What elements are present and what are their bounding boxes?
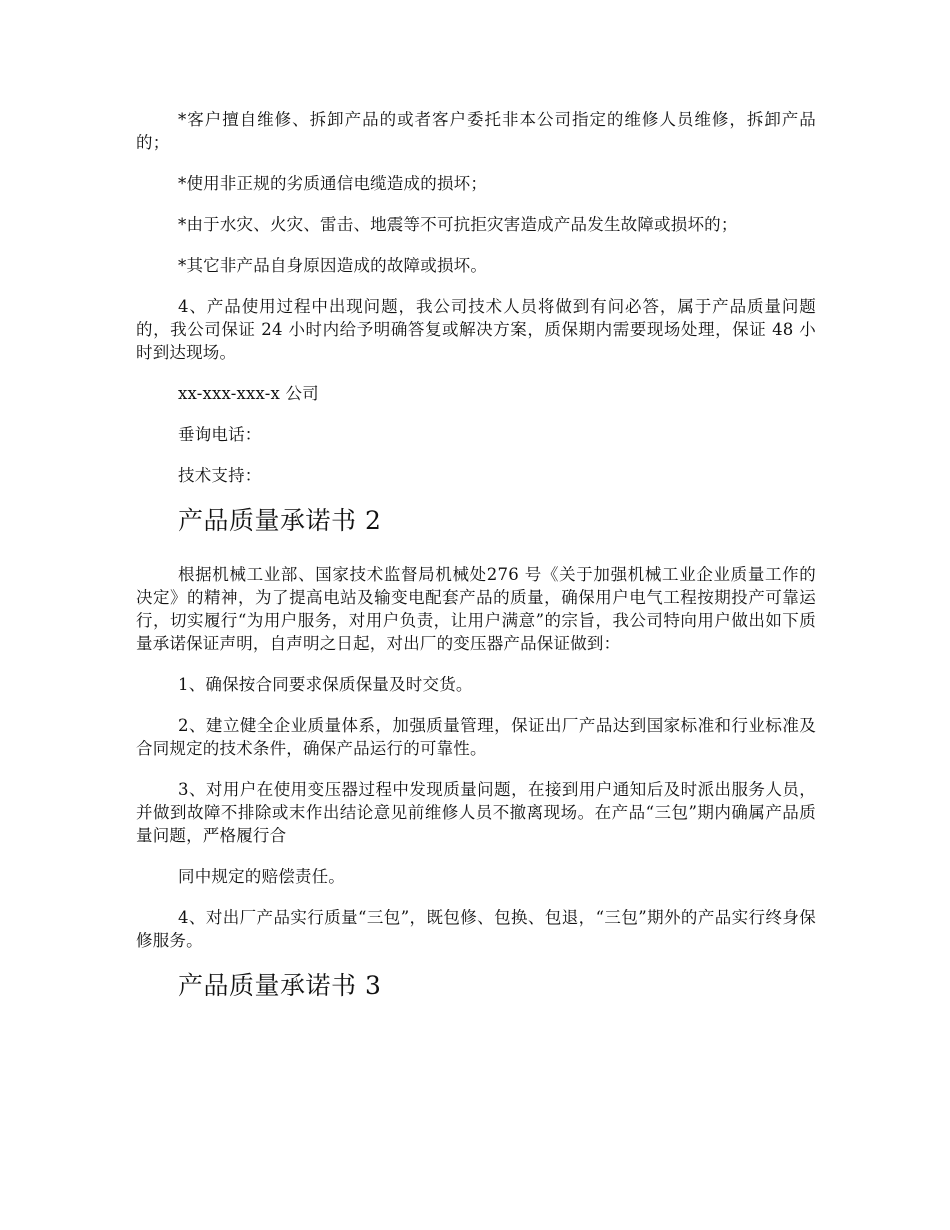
section-2-clause-1: 1、确保按合同要求保质保量及时交货。 [178, 675, 473, 694]
document-body [136, 108, 816, 1028]
section-2-title: 产品质量承诺书 2 [178, 506, 382, 535]
section-2-clause-3-continued: 同中规定的赔偿责任。 [178, 867, 345, 886]
exclusion-item-force-majeure: *由于水灾、火灾、雷击、地震等不可抗拒灾害造成产品发生故障或损坏的； [178, 215, 738, 234]
clause-4-service-response: 4、产品使用过程中出现问题，我公司技术人员将做到有问必答，属于产品质量问题的，我公司保证 24 小时内给予明确答复或解决方案，质保期内需要现场处理，保证 48 小时到达现场。 [136, 297, 816, 362]
section-3-title: 产品质量承诺书 3 [178, 971, 382, 1000]
section-2-clause-3: 3、对用户在使用变压器过程中发现质量问题，在接到用户通知后及时派出服务人员，并做到故障不排除或末作出结论意见前维修人员不撤离现场。在产品“三包”期内确属产品质量问题，严格履行合 [136, 780, 816, 845]
exclusion-item-unauthorized-repair: *客户擅自维修、拆卸产品的或者客户委托非本公司指定的维修人员维修，拆卸产品的； [136, 110, 816, 152]
company-name: xx-xxx-xxx-x 公司 [178, 384, 319, 403]
inquiry-phone-label: 垂询电话： [178, 425, 262, 444]
exclusion-item-inferior-cable: *使用非正规的劣质通信电缆造成的损坏； [178, 174, 488, 193]
exclusion-item-other-causes: *其它非产品自身原因造成的故障或损坏。 [178, 256, 488, 275]
section-2-intro: 根据机械工业部、国家技术监督局机械处276 号《关于加强机械工业企业质量工作的决定》的精神，为了提高电站及输变电配套产品的质量，确保用户电气工程按期投产可靠运行，切实履行“为用户服务，对用户负责，让用户满意”的宗旨，我公司特向用户做出如下质量承诺保证声明，自声明之日起，对出厂的变压器产品保证做到： [136, 565, 816, 653]
tech-support-label: 技术支持： [178, 466, 262, 485]
section-2-clause-4: 4、对出厂产品实行质量“三包”，既包修、包换、包退，“三包”期外的产品实行终身保修服务。 [136, 908, 816, 950]
section-2-clause-2: 2、建立健全企业质量体系，加强质量管理，保证出厂产品达到国家标准和行业标准及合同规定的技术条件，确保产品运行的可靠性。 [136, 716, 816, 758]
